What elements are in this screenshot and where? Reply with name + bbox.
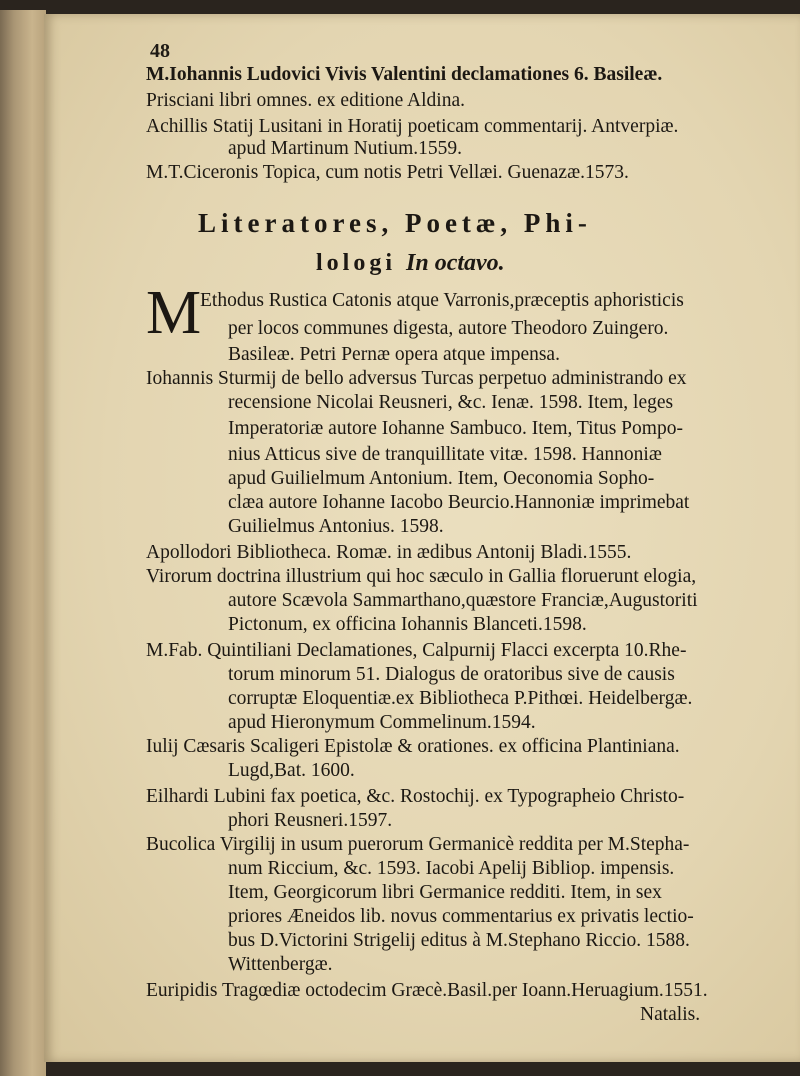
subheading-format: In octavo. <box>406 250 505 276</box>
subheading-caps: lologi <box>316 250 397 276</box>
entry-line: recensione Nicolai Reusneri, &c. Ienæ. 1598. Item, leges <box>228 392 674 413</box>
book-binding-edge <box>0 10 46 1076</box>
entry-line: Ethodus Rustica Catonis atque Varronis,præceptis aphoristicis <box>200 290 684 311</box>
drop-cap: M <box>146 279 202 347</box>
entry-line: Imperatoriæ autore Iohanne Sambuco. Item, Titus Pompo- <box>228 418 683 439</box>
entry-line: clæa autore Iohanne Iacobo Beurcio.Hannoniæ imprimebat <box>228 492 690 513</box>
entry-line: apud Guilielmum Antonium. Item, Oeconomia Sopho- <box>228 468 655 489</box>
entry-line: apud Hieronymum Commelinum.1594. <box>228 712 536 733</box>
entry-line: M.Fab. Quintiliani Declamationes, Calpurnij Flacci excerpta 10.Rhe- <box>146 640 687 661</box>
entry-line: Bucolica Virgilij in usum puerorum Germanicè reddita per M.Stepha- <box>146 834 690 855</box>
entry-line: priores Æneidos lib. novus commentarius ex privatis lectio- <box>228 906 694 927</box>
entry-line: Lugd,Bat. 1600. <box>228 760 355 781</box>
entry-line: Achillis Statij Lusitani in Horatij poeticam commentarij. Antverpiæ. <box>146 116 679 137</box>
entry-line: Apollodori Bibliotheca. Romæ. in ædibus Antonij Bladi.1555. <box>146 542 632 563</box>
section-subheading <box>316 250 505 277</box>
entry-line: Eilhardi Lubini fax poetica, &c. Rostochij. ex Typographeio Christo- <box>146 786 685 807</box>
entry-line: torum minorum 51. Dialogus de oratoribus sive de causis <box>228 664 675 685</box>
entry-line: Euripidis Tragœdiæ octodecim Græcè.Basil.per Ioann.Heruagium.1551. <box>146 980 708 1001</box>
entry-line: Guilielmus Antonius. 1598. <box>228 516 444 537</box>
entry-line: Prisciani libri omnes. ex editione Aldina. <box>146 90 465 111</box>
entry-line: Item, Georgicorum libri Germanice redditi. Item, in sex <box>228 882 662 903</box>
section-heading: Literatores, Poetæ, Phi- <box>198 208 592 238</box>
page-number: 48 <box>150 40 170 62</box>
entry-line: Virorum doctrina illustrium qui hoc sæculo in Gallia floruerunt elogia, <box>146 566 697 587</box>
entry-line: per locos communes digesta, autore Theodoro Zuingero. <box>228 318 669 339</box>
entry-line: Basileæ. Petri Pernæ opera atque impensa. <box>228 344 560 365</box>
entry-line: apud Martinum Nutium.1559. <box>228 138 462 159</box>
entry-line: num Riccium, &c. 1593. Iacobi Apelij Bibliop. impensis. <box>228 858 675 879</box>
entry-line: phori Reusneri.1597. <box>228 810 393 831</box>
catchword: Natalis. <box>640 1004 701 1025</box>
entry-line: Iulij Cæsaris Scaligeri Epistolæ & orationes. ex officina Plantiniana. <box>146 736 680 757</box>
entry-line: M.Iohannis Ludovici Vivis Valentini declamationes 6. Basileæ. <box>146 64 663 85</box>
entry-line: Pictonum, ex officina Iohannis Blanceti.1598. <box>228 614 587 635</box>
entry-line: nius Atticus sive de tranquillitate vitæ. 1598. Hannoniæ <box>228 444 662 465</box>
entry-line: bus D.Victorini Strigelij editus à M.Stephano Riccio. 1588. <box>228 930 690 951</box>
entry-line: Iohannis Sturmij de bello adversus Turcas perpetuo administrando ex <box>146 368 687 389</box>
entry-line: autore Scævola Sammarthano,quæstore Franciæ,Augustoriti <box>228 590 698 611</box>
entry-line: Wittenbergæ. <box>228 954 333 975</box>
entry-line: M.T.Ciceronis Topica, cum notis Petri Vellæi. Guenazæ.1573. <box>146 162 629 183</box>
entry-line: corruptæ Eloquentiæ.ex Bibliotheca P.Pithœi. Heidelbergæ. <box>228 688 693 709</box>
